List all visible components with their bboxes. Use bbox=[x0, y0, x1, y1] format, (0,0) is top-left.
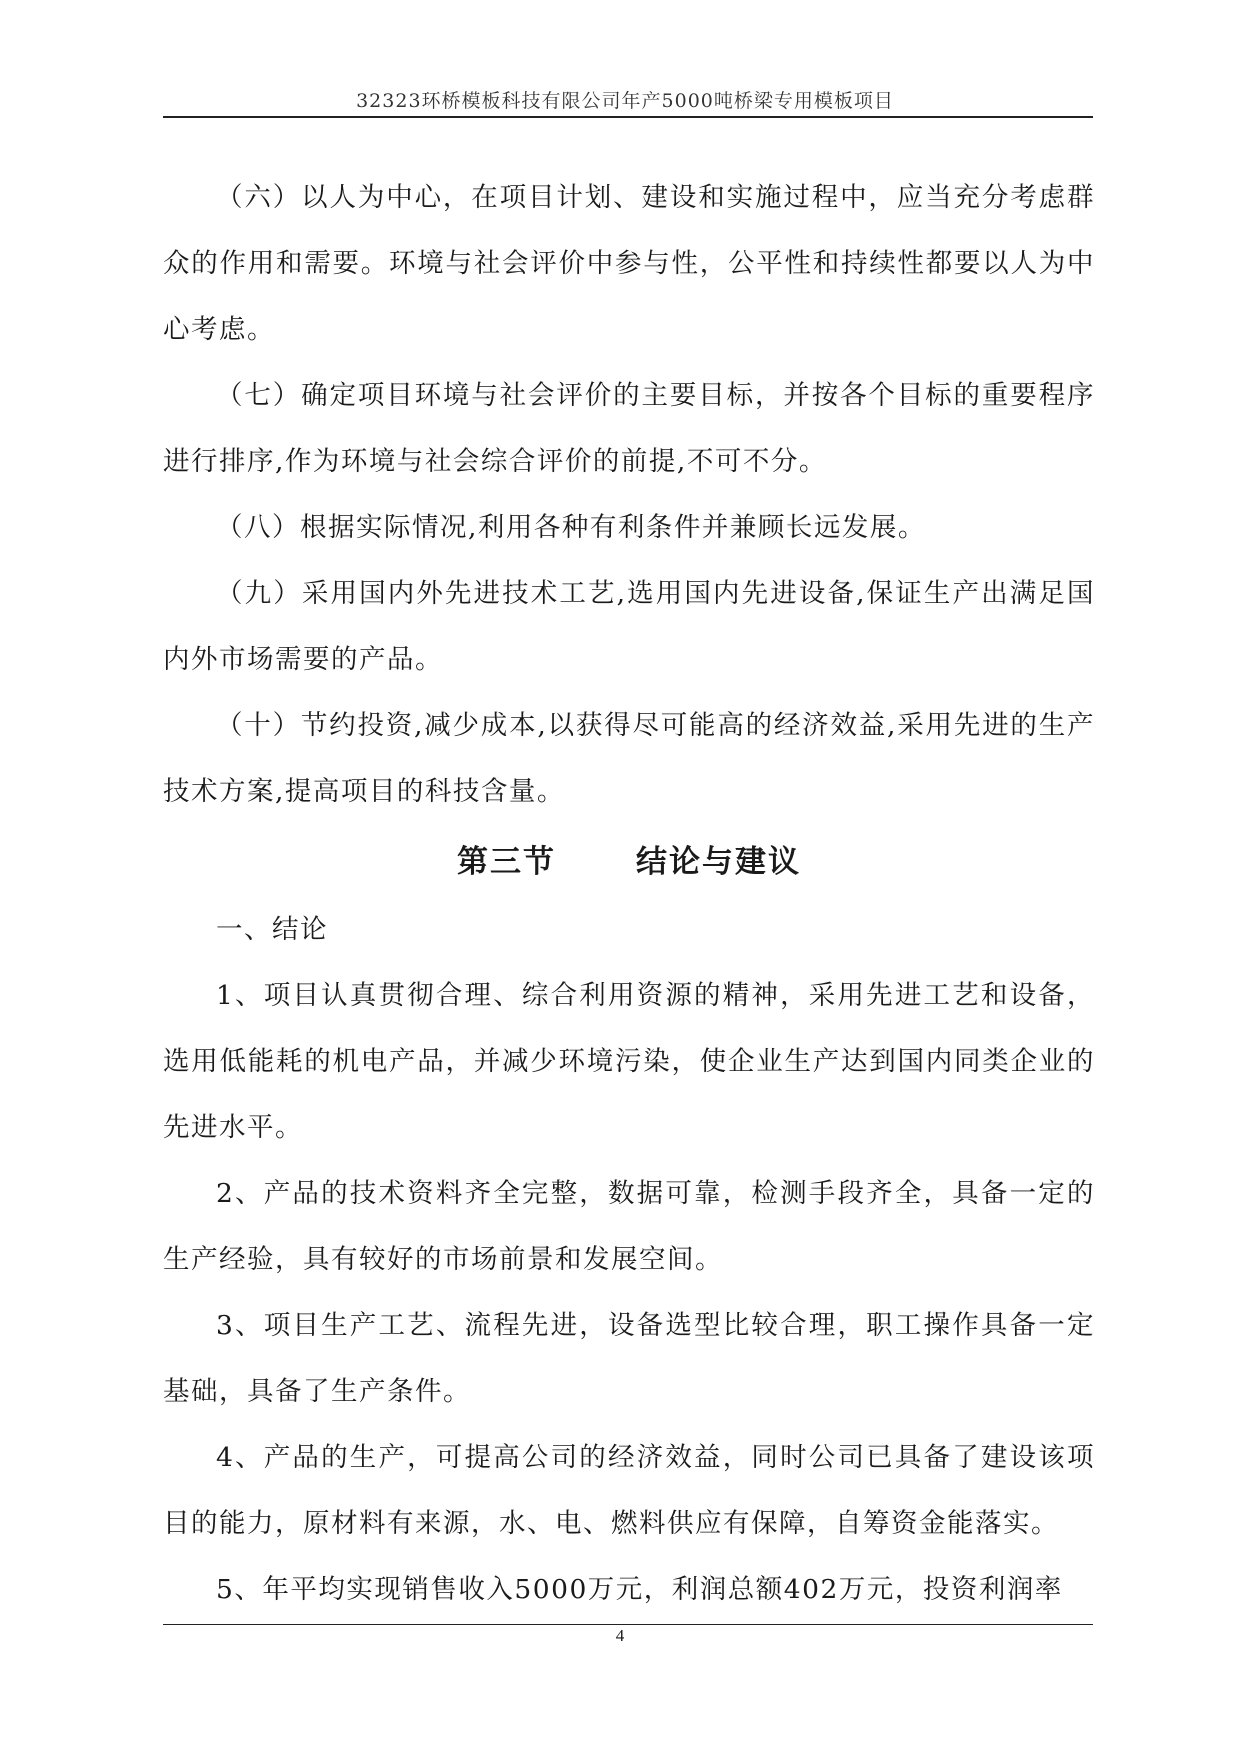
document-body bbox=[163, 165, 1095, 1623]
paragraph-8: （八）根据实际情况,利用各种有利条件并兼顾长远发展。 bbox=[216, 512, 926, 543]
page-header: 32323环桥模板科技有限公司年产5000吨桥梁专用模板项目 bbox=[356, 90, 894, 112]
page-number: 4 bbox=[615, 1626, 625, 1645]
section-heading bbox=[163, 827, 1095, 897]
conclusion-5: 5、年平均实现销售收入5000万元，利润总额402万元，投资利润率 bbox=[216, 1574, 1063, 1605]
conclusion-2: 2、产品的技术资料齐全完整，数据可靠，检测手段齐全，具备一定的生产经验，具有较好的市场前景和发展空间。 bbox=[163, 1178, 1095, 1275]
paragraph-7: （七）确定项目环境与社会评价的主要目标，并按各个目标的重要程序进行排序,作为环境与社会综合评价的前提,不可不分。 bbox=[163, 380, 1095, 477]
subheading-conclusion: 一、结论 bbox=[216, 914, 328, 945]
section-number: 第三节 bbox=[457, 844, 556, 880]
paragraph-10: （十）节约投资,减少成本,以获得尽可能高的经济效益,采用先进的生产技术方案,提高项目的科技含量。 bbox=[163, 710, 1095, 807]
header-divider bbox=[163, 116, 1093, 118]
conclusion-3: 3、项目生产工艺、流程先进，设备选型比较合理，职工操作具备一定基础，具备了生产条件。 bbox=[163, 1310, 1095, 1407]
section-title: 结论与建议 bbox=[636, 844, 801, 880]
paragraph-6: （六）以人为中心，在项目计划、建设和实施过程中，应当充分考虑群众的作用和需要。环境与社会评价中参与性，公平性和持续性都要以人为中心考虑。 bbox=[163, 182, 1095, 345]
footer-divider bbox=[163, 1624, 1093, 1625]
conclusion-4: 4、产品的生产，可提高公司的经济效益，同时公司已具备了建设该项目的能力，原材料有来源，水、电、燃料供应有保障，自筹资金能落实。 bbox=[163, 1442, 1095, 1539]
paragraph-9: （九）采用国内外先进技术工艺,选用国内先进设备,保证生产出满足国内外市场需要的产品。 bbox=[163, 578, 1095, 675]
conclusion-1: 1、项目认真贯彻合理、综合利用资源的精神，采用先进工艺和设备，选用低能耗的机电产品，并减少环境污染，使企业生产达到国内同类企业的先进水平。 bbox=[163, 980, 1095, 1143]
